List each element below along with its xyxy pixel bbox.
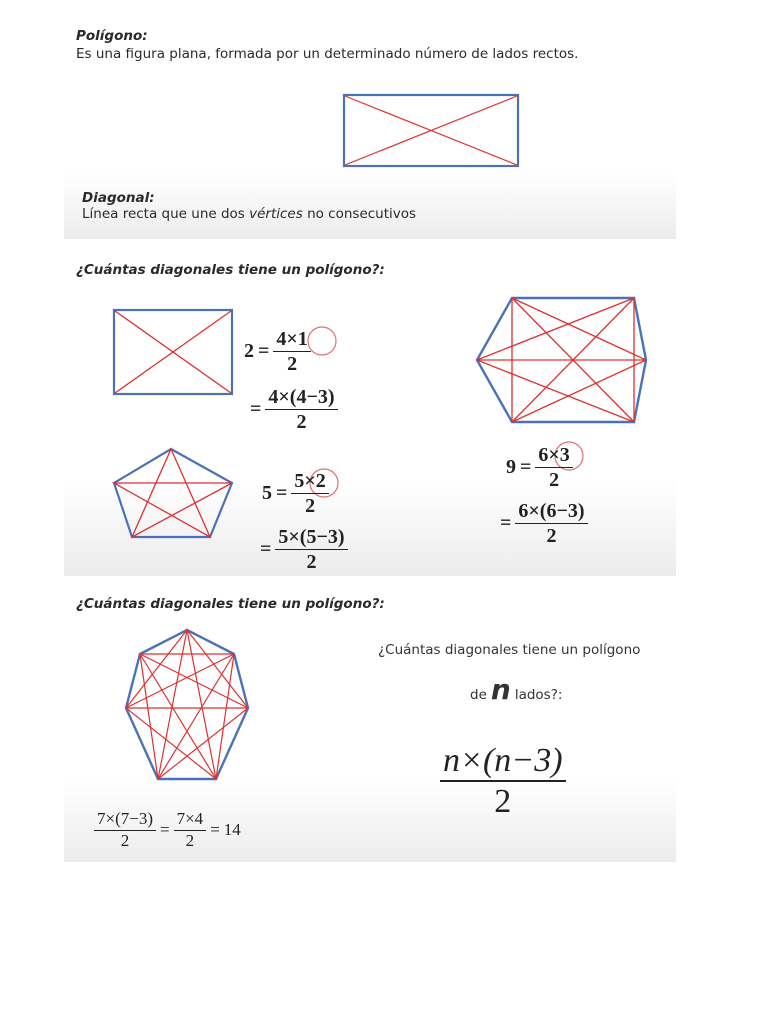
rect-den2: 2 xyxy=(296,411,307,433)
pent-formula-1 xyxy=(262,470,329,517)
hex-num2: 6×(6−3) xyxy=(515,500,587,524)
formula-den: 2 xyxy=(494,783,512,821)
hexagon xyxy=(477,298,646,422)
hex-num1: 6×3 xyxy=(535,444,572,468)
pentagon xyxy=(114,449,232,537)
pent-formula-2: = $\frac{5\times(5-3)}{2}$ xyxy=(256,526,348,573)
pent-num2: 5×(5−3) xyxy=(275,526,347,550)
hept-eq2: = xyxy=(210,820,220,840)
pent-den1: 2 xyxy=(305,495,316,517)
hept-eq1: = xyxy=(160,820,170,840)
n-question-de: de xyxy=(470,687,487,703)
section3-question: ¿Cuántas diagonales tiene un polígono?: xyxy=(76,596,385,612)
hex-den2: 2 xyxy=(546,525,557,547)
n-question-line2 xyxy=(470,673,563,706)
polygon-title: Polígono: xyxy=(76,28,148,44)
diagonal-def-suffix: no consecutivos xyxy=(302,206,417,222)
hept-den2: 2 xyxy=(185,830,195,850)
diagonal-definition xyxy=(82,206,416,222)
rect-formula-1 xyxy=(244,328,311,375)
section2-question: ¿Cuántas diagonales tiene un polígono?: xyxy=(76,262,385,278)
formula-num: n×(n−3) xyxy=(440,742,566,782)
pent-den2: 2 xyxy=(306,551,317,573)
rect-lhs: 2 xyxy=(244,340,254,362)
n-question-line1: ¿Cuántas diagonales tiene un polígono xyxy=(378,642,641,658)
pent-num1: 5×2 xyxy=(291,470,328,494)
hex-eq: = xyxy=(520,456,532,478)
rectangle-small xyxy=(114,310,232,394)
diagonal-def-em: vértices xyxy=(249,206,303,222)
highlight-circle-rect xyxy=(308,327,336,355)
rect-num1: 4×1 xyxy=(273,328,310,352)
n-question-lados: lados?: xyxy=(514,687,563,703)
rect-formula-2: = $\frac{4\times(4-3)}{2}$ xyxy=(246,386,338,433)
diagonal-count-panel xyxy=(64,250,676,576)
diagonal-title: Diagonal: xyxy=(82,190,155,206)
rect-num2: 4×(4−3) xyxy=(265,386,337,410)
hept-num1: 7×(7−3) xyxy=(94,810,156,831)
n-sided-polygon-panel xyxy=(64,584,676,862)
rect-den1: 2 xyxy=(287,353,298,375)
hex-formula-1 xyxy=(506,444,573,491)
hept-den1: 2 xyxy=(120,830,130,850)
rect-eq: = xyxy=(258,340,270,362)
hex-den1: 2 xyxy=(549,469,560,491)
polygon-definition-panel xyxy=(64,20,676,239)
hept-result: 14 xyxy=(223,820,241,840)
hept-formula xyxy=(94,810,241,850)
polygon-definition: Es una figura plana, formada por un determinado número de lados rectos. xyxy=(76,46,579,62)
diagonal-def-prefix: Línea recta que une dos xyxy=(82,206,250,222)
hex-lhs: 9 xyxy=(506,456,516,478)
pent-eq: = xyxy=(276,482,288,504)
hept-num2: 7×4 xyxy=(174,810,207,831)
general-formula xyxy=(440,742,566,821)
hex-formula-2: = $\frac{6\times(6-3)}{2}$ xyxy=(496,500,588,547)
pent-lhs: 5 xyxy=(262,482,272,504)
n-question-n: n xyxy=(490,673,511,706)
